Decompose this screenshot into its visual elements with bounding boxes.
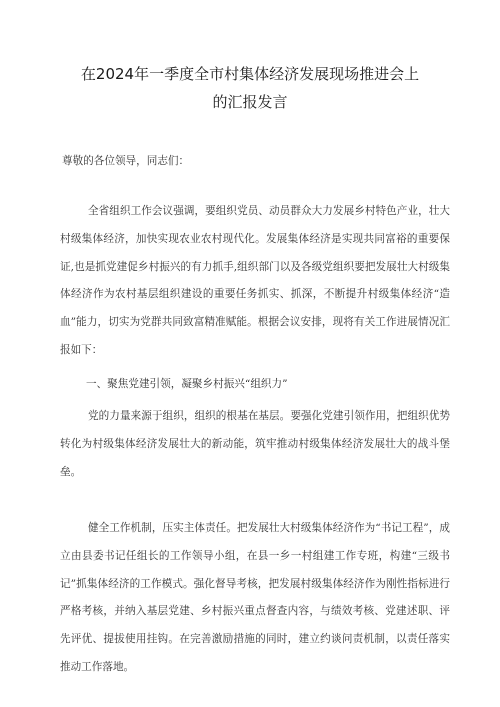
paragraph-work-mechanism: 健全工作机制，压实主体责任。把发展壮大村级集体经济作为“书记工程”，成立由县委书记任组长的工作领导小组，在县一乡一村组建工作专班，构建“三级书记”抓集体经济的工作模式。强化督导考核，把发展村级集体经济作为刚性指标进行严格考核，并纳入基层党建、乡村振兴重点督查内容，与绩效考核、党建述职、评先评优、提拔使用挂钩。在完善激励措施的同时，建立约谈问责机制，以责任落实推动工作落地。 [60,522,450,673]
document-title-line-1: 在2024年一季度全市村集体经济发展现场推进会上 [80,65,420,83]
section-heading-1: 一、聚焦党建引领，凝聚乡村振兴“组织力” [86,378,288,390]
paragraph-intro: 全省组织工作会议强调，要组织党员、动员群众大力发展乡村特色产业，壮大村级集体经济，加快实现农业农村现代化。发展集体经济是实现共同富裕的重要保证,也是抓党建促乡村振兴的有力抓手,组织部门以及各级党组织要把发展壮大村级集体经济作为农村基层组织建设的重要任务抓实、抓深，不断提升村级集体经济“造血”能力，切实为党群共同致富精准赋能。根据会议安排，现将有关工作进展情况汇报如下： [60,205,450,356]
greeting: 尊敬的各位领导，同志们： [62,155,190,167]
paragraph-section-1: 党的力量来源于组织，组织的根基在基层。要强化党建引领作用，把组织优势转化为村级集体经济发展壮大的新动能，筑牢推动村级集体经济发展壮大的战斗堡垒。 [60,410,450,478]
document-title-line-2: 的汇报发言 [212,93,288,111]
